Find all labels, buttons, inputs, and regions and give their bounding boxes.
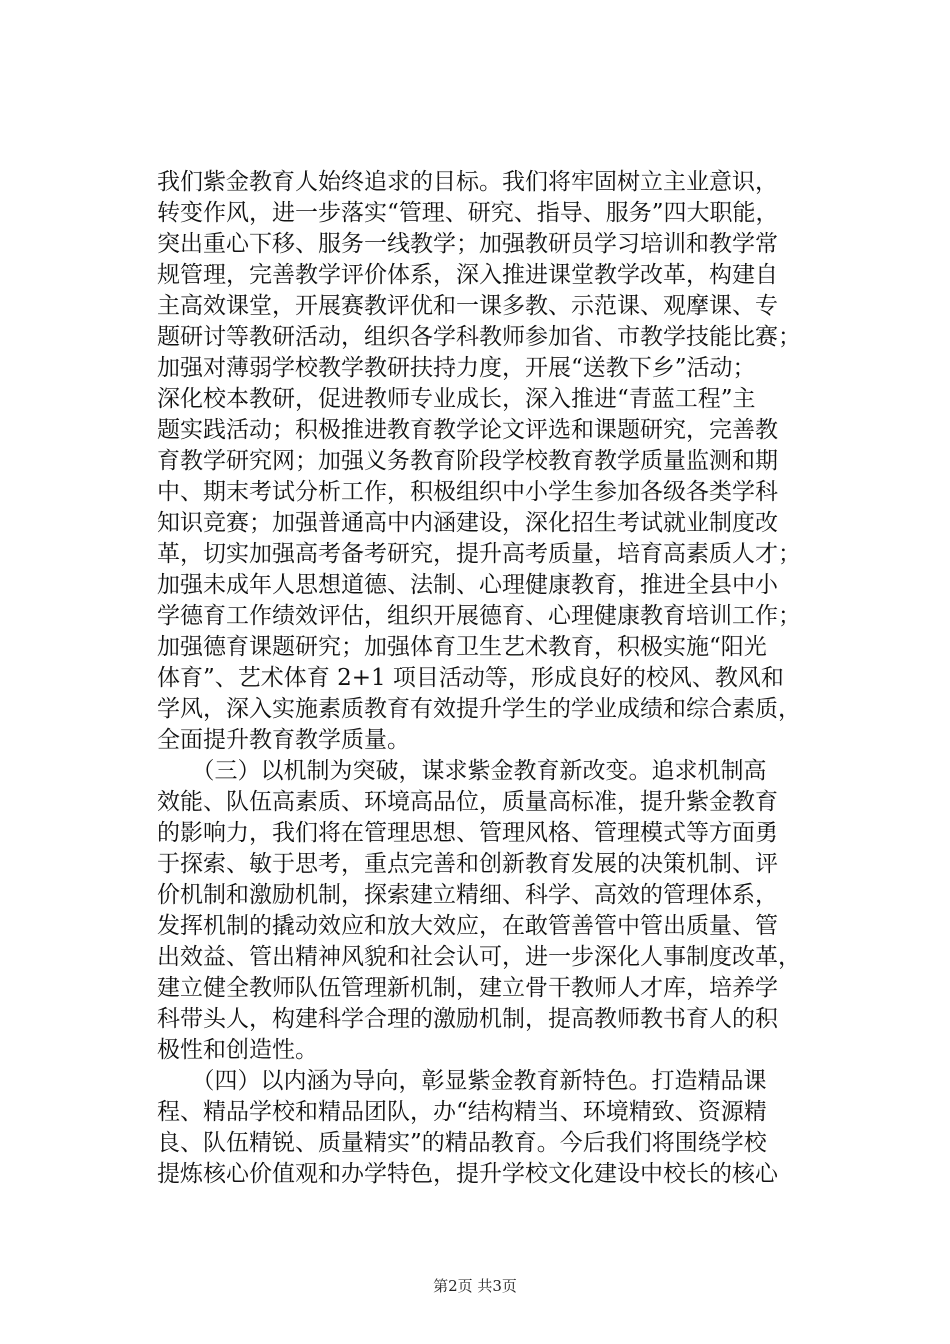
text-line: 效能、队伍高素质、环境高品位，质量高标准，提升紫金教育	[157, 789, 778, 815]
text-line: 学德育工作绩效评估，组织开展德育、心理健康教育培训工作；	[157, 603, 801, 629]
text-line: （三）以机制为突破，谋求紫金教育新改变。追求机制高	[157, 758, 767, 784]
text-line: 发挥机制的撬动效应和放大效应，在敢管善管中管出质量、管	[157, 913, 778, 939]
text-line: 转变作风，进一步落实“管理、研究、指导、服务”四大职能，	[157, 200, 779, 226]
text-line: 于探索、敏于思考，重点完善和创新教育发展的决策机制、评	[157, 851, 778, 877]
text-line: 程、精品学校和精品团队，办“结构精当、环境精致、资源精	[157, 1099, 767, 1125]
text-line: 加强德育课题研究；加强体育卫生艺术教育，积极实施“阳光	[157, 634, 767, 660]
document-body	[157, 167, 847, 1190]
text-line: 我们紫金教育人始终追求的目标。我们将牢固树立主业意识，	[157, 169, 778, 195]
text-line: 题研讨等教研活动，组织各学科教师参加省、市教学技能比赛；	[157, 324, 801, 350]
text-line: 价机制和激励机制，探索建立精细、科学、高效的管理体系，	[157, 882, 778, 908]
text-line: 规管理，完善教学评价体系，深入推进课堂教学改革，构建自	[157, 262, 778, 288]
text-line: 育教学研究网；加强义务教育阶段学校教育教学质量监测和期	[157, 448, 778, 474]
text-line: 提炼核心价值观和办学特色，提升学校文化建设中校长的核心	[157, 1161, 778, 1187]
text-line: 良、队伍精锐、质量精实”的精品教育。今后我们将围绕学校	[157, 1130, 767, 1156]
text-line: 革，切实加强高考备考研究，提升高考质量，培育高素质人才；	[157, 541, 801, 567]
text-line: 的影响力，我们将在管理思想、管理风格、管理模式等方面勇	[157, 820, 778, 846]
text-line: 建立健全教师队伍管理新机制，建立骨干教师人才库，培养学	[157, 975, 778, 1001]
text-line: （四）以内涵为导向，彰显紫金教育新特色。打造精品课	[157, 1068, 767, 1094]
text-line: 中、期末考试分析工作，积极组织中小学生参加各级各类学科	[157, 479, 778, 505]
text-line: 加强未成年人思想道德、法制、心理健康教育，推进全县中小	[157, 572, 778, 598]
text-line: 加强对薄弱学校教学教研扶持力度，开展“送教下乡”活动；	[157, 355, 756, 381]
text-line: 知识竞赛；加强普通高中内涵建设，深化招生考试就业制度改	[157, 510, 778, 536]
text-line: 题实践活动；积极推进教育教学论文评选和课题研究，完善教	[157, 417, 778, 443]
text-line: 突出重心下移、服务一线教学；加强教研员学习培训和教学常	[157, 231, 778, 257]
text-line: 深化校本教研，促进教师专业成长，深入推进“青蓝工程”主	[157, 386, 756, 412]
text-line: 全面提升教育教学质量。	[157, 727, 410, 753]
text-line: 出效益、管出精神风貌和社会认可，进一步深化人事制度改革，	[157, 944, 801, 970]
text-line: 科带头人，构建科学合理的激励机制，提高教师教书育人的积	[157, 1006, 778, 1032]
text-line: 主高效课堂，开展赛教评优和一课多教、示范课、观摩课、专	[157, 293, 778, 319]
text-line: 学风，深入实施素质教育有效提升学生的学业成绩和综合素质，	[157, 696, 801, 722]
text-line: 极性和创造性。	[157, 1037, 318, 1063]
text-line: 体育”、艺术体育 2+1 项目活动等，形成良好的校风、教风和	[157, 665, 784, 691]
page-footer: 第2页 共3页	[433, 1277, 517, 1295]
